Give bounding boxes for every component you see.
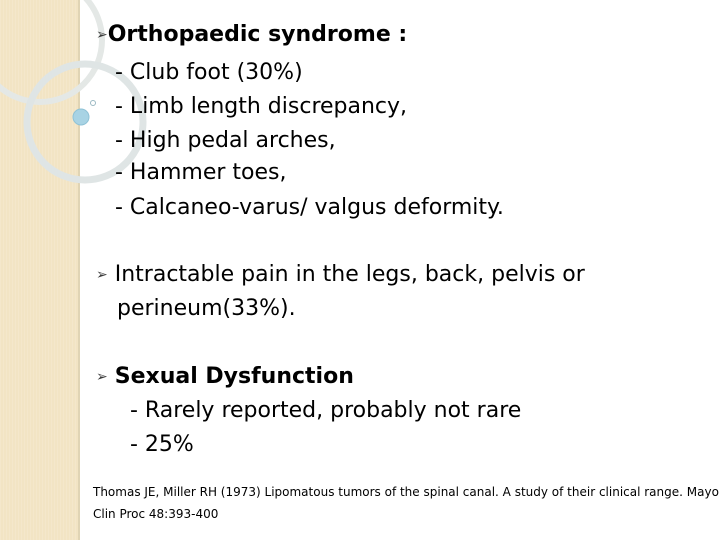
- ortho-item: - Hammer toes,: [115, 160, 287, 185]
- blue-dot: [73, 109, 89, 125]
- sexual-item: - Rarely reported, probably not rare: [130, 398, 522, 423]
- pain-text-line2: perineum(33%).: [117, 296, 296, 321]
- sexual-title: Sexual Dysfunction: [114, 364, 354, 389]
- large-ring: [0, 0, 102, 102]
- bullet-arrow-icon: ➢: [96, 27, 108, 43]
- ortho-item: - Limb length discrepancy,: [115, 94, 408, 119]
- ortho-item: - Calcaneo-varus/ valgus deformity.: [115, 195, 504, 220]
- reference-line2: Clin Proc 48:393-400: [93, 507, 219, 521]
- bullet-arrow-icon: ➢: [96, 369, 108, 385]
- sexual-heading: [96, 364, 354, 390]
- ortho-item: - Club foot (30%): [115, 60, 303, 85]
- ortho-item: - High pedal arches,: [115, 128, 336, 153]
- pain-text-line1: Intractable pain in the legs, back, pelvis or: [114, 262, 585, 287]
- small-ring-dot: [91, 101, 96, 106]
- sexual-item: - 25%: [130, 432, 194, 457]
- ortho-title: Orthopaedic syndrome :: [107, 22, 408, 47]
- ortho-heading: [96, 22, 407, 48]
- pain-bullet: [96, 262, 585, 288]
- reference-line1: Thomas JE, Miller RH (1973) Lipomatous tumors of the spinal canal. A study of their clinical range. Mayo: [93, 485, 719, 499]
- bullet-arrow-icon: ➢: [96, 267, 108, 283]
